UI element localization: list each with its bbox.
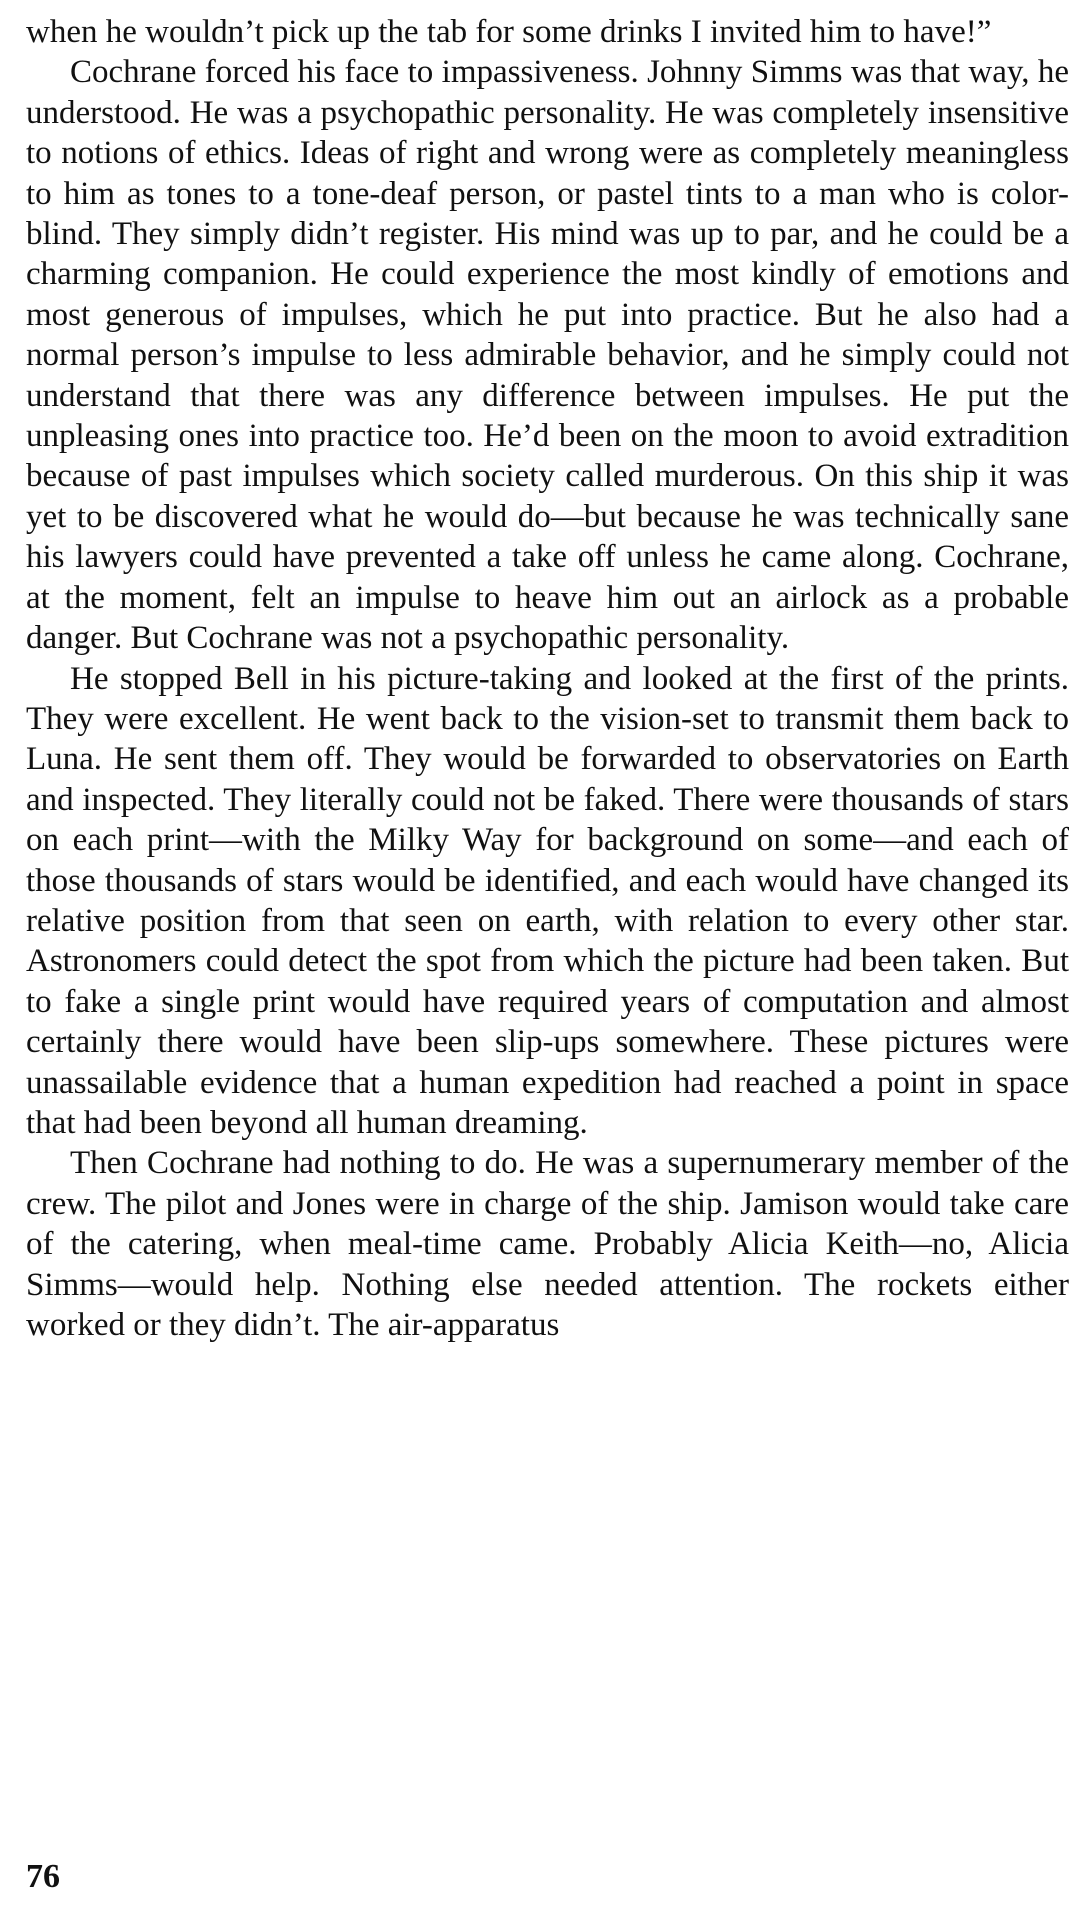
paragraph-continuation: when he wouldn’t pick up the tab for some drinks I invited him to have!” bbox=[26, 14, 992, 50]
page-number: 76 bbox=[26, 1858, 60, 1895]
paragraph-nothing-to-do: Then Cochrane had nothing to do. He was a supernumerary member of the crew. The pilot and Jones were in charge of the ship. Jamison would take care of the catering, when meal-time came. Probably Alicia Keith—no, Alicia Simms—would help. Nothing else needed attention. The rockets either worked or they didn’t. The air-apparatus bbox=[26, 1145, 1069, 1343]
body-text bbox=[26, 12, 1069, 1345]
paragraph-prints: He stopped Bell in his picture-taking and looked at the first of the prints. They were excellent. He went back to the vision-set to transmit them back to Luna. He sent them off. They would be forwarded to observatories on Earth and inspected. They literally could not be faked. There were thousands of stars on each print—with the Milky Way for background on some—and each of those thousands of stars would be identified, and each would have changed its relative position from that seen on earth, with relation to every other star. Astronomers could detect the spot from which the picture had been taken. But to fake a single print would have required years of computation and almost certainly there would have been slip-ups somewhere. These pictures were unassailable evidence that a human expedition had reached a point in space that had been beyond all human dreaming. bbox=[26, 660, 1069, 1141]
paragraph-cochrane-impassiveness: Cochrane forced his face to impassiveness. Johnny Simms was that way, he understood. He was a psychopathic personality. He was completely insensitive to notions of ethics. Ideas of right and wrong were as completely meaningless to him as tones to a tone-deaf person, or pastel tints to a man who is color-blind. They simply didn’t register. His mind was up to par, and he could be a charming companion. He could experience the most kindly of emotions and most generous of impulses, which he put into practice. But he also had a normal person’s impulse to less admirable behavior, and he simply could not understand that there was any difference between impulses. He put the unpleasing ones into practice too. He’d been on the moon to avoid extradition because of past impulses which society called murderous. On this ship it was yet to be discovered what he would do—but because he was technically sane his lawyers could have prevented a take off unless he came along. Cochrane, at the moment, felt an impulse to heave him out an airlock as a probable danger. But Cochrane was not a psychopathic personality. bbox=[26, 54, 1069, 657]
